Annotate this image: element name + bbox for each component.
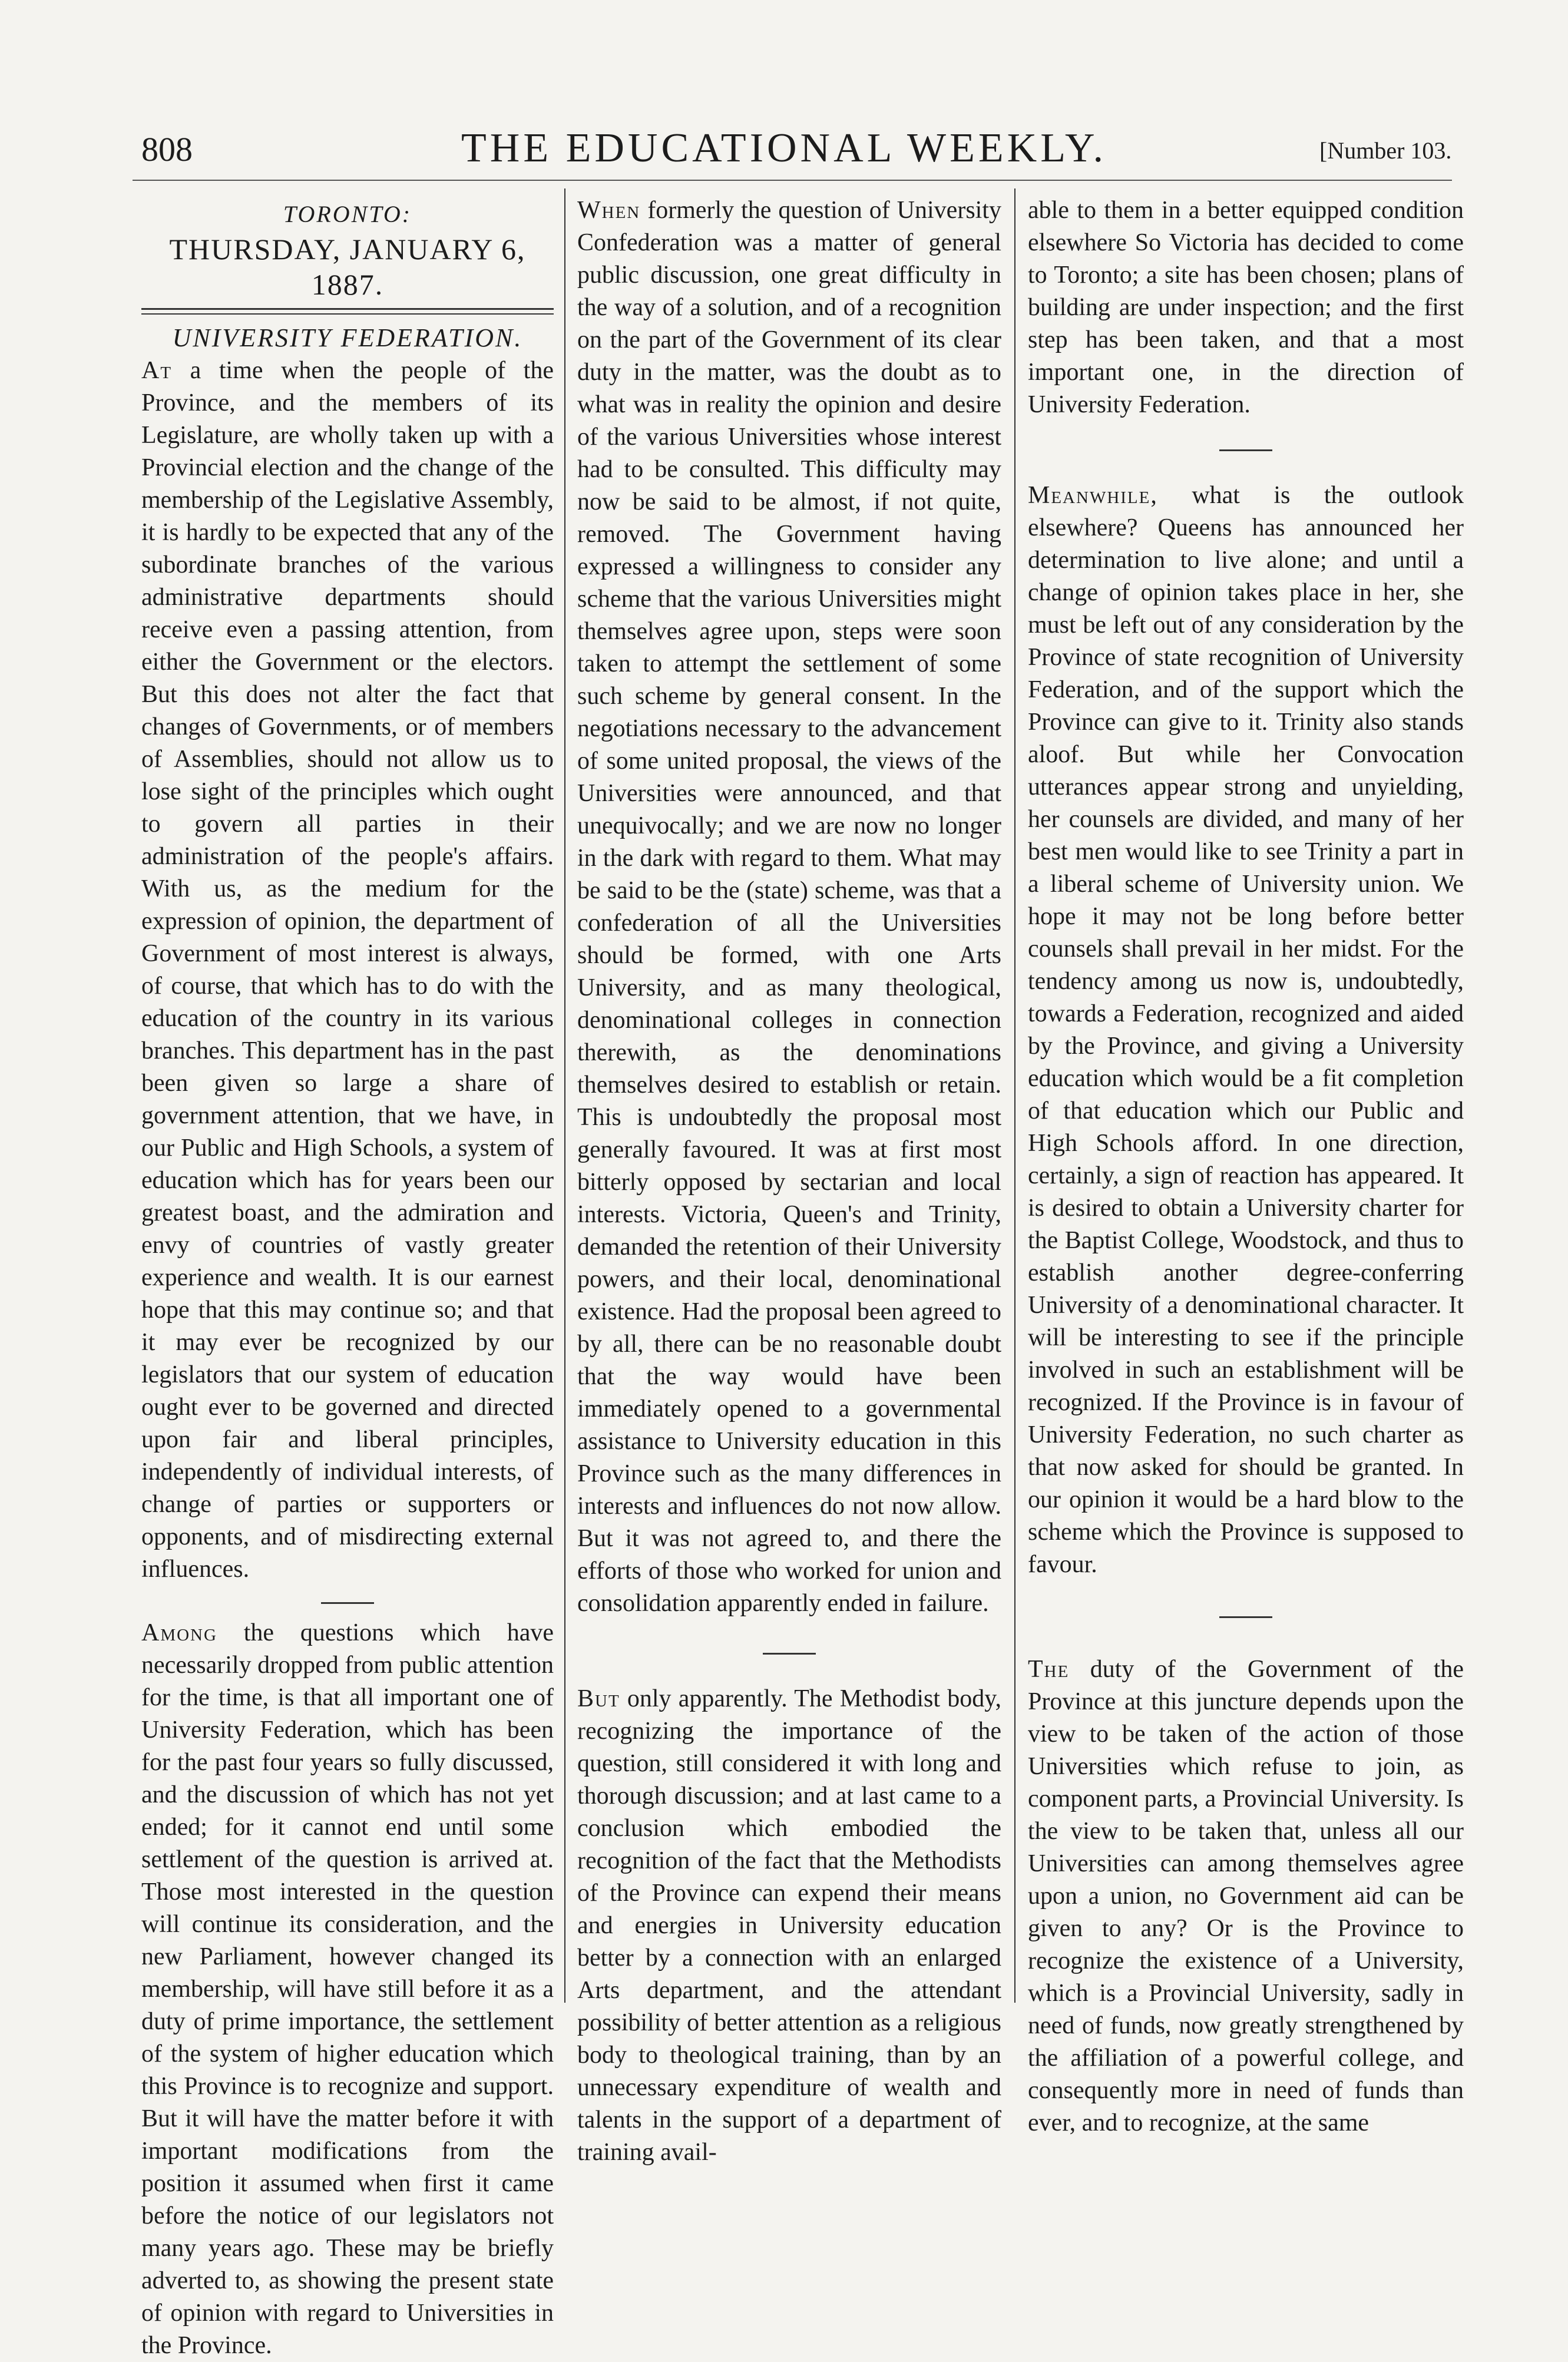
section-separator bbox=[1219, 1616, 1272, 1618]
paragraph-lead: But bbox=[577, 1685, 620, 1712]
paragraph-1 bbox=[141, 355, 554, 1586]
paragraph-text: able to them in a better equipped condition elsewhere So Victoria has decided to come to Toronto; a site has been chosen; plans of building are under inspection; and the first step has been taken, and that a most important one, in the direction of University Federation. bbox=[1028, 197, 1464, 418]
paragraph-2 bbox=[141, 1617, 554, 2362]
column-rule-right bbox=[1014, 188, 1015, 2003]
paragraph-lead: At bbox=[141, 357, 173, 384]
dateline-city: TORONTO: bbox=[283, 201, 412, 227]
running-title: THE EDUCATIONAL WEEKLY. bbox=[461, 125, 1107, 171]
paragraph-text: duty of the Government of the Province at this juncture depends upon the view to be taken of the action of those Universities which refuse to join, as component parts, a Provincial University. Is the view to be taken that, unless all our Universities can among themselves agree upon a union, no Government aid can be given to any? Or is the Province to recognize the existence of a University, which is a Provincial University, sadly in need of funds, now greatly strengthened by the affiliation of a powerful college, and consequently more in need of funds than ever, and to recognize, at the same bbox=[1028, 1656, 1464, 2136]
paragraph-lead: The bbox=[1028, 1656, 1070, 1683]
title-double-rule bbox=[141, 308, 554, 315]
column-rule-left bbox=[564, 188, 565, 2003]
section-separator bbox=[321, 1602, 374, 1604]
header-rule bbox=[133, 180, 1452, 181]
paragraph-4-start bbox=[577, 1683, 1001, 2169]
column-3 bbox=[1028, 194, 1464, 2139]
paragraph-6 bbox=[1028, 1653, 1464, 2139]
page-number: 808 bbox=[141, 130, 193, 168]
column-2 bbox=[577, 194, 1001, 2169]
issue-number: [Number 103. bbox=[1319, 137, 1452, 164]
article-title: UNIVERSITY FEDERATION. bbox=[172, 323, 523, 352]
section-separator bbox=[1219, 449, 1272, 451]
dateline-date: THURSDAY, JANUARY 6, 1887. bbox=[169, 233, 526, 301]
paragraph-lead: When bbox=[577, 197, 641, 224]
paragraph-3 bbox=[577, 194, 1001, 1620]
paragraph-text: only apparently. The Methodist body, recognizing the importance of the question, still considered it with long and thorough discussion; and at last came to a conclusion which embodied the recognition of the fact that the Methodists of the Province can expend their means and energies in University education better by a connection with an enlarged Arts department, and the attendant possibility of better attention as a religious body to theological training, than by an unnecessary expenditure of wealth and talents in the support of a department of training avail- bbox=[577, 1685, 1001, 2166]
paragraph-text: what is the outlook elsewhere? Queens has announced her determination to live alone; and until a change of opinion takes place in her, she must be left out of any consideration by the Province of state recognition of University Federation, and of the support which the Province can give to it. Trinity also stands aloof. But while her Convocation utterances appear strong and unyielding, her counsels are divided, and many of her best men would like to see Trinity a part in a liberal scheme of University union. We hope it may not be long before better counsels shall prevail in her midst. For the tendency among us now is, undoubtedly, towards a Federation, recognized and aided by the Province, and giving a University education which would be a fit completion of that education which our Public and High Schools afford. In one direction, certainly, a sign of reaction has appeared. It is desired to obtain a University charter for the Baptist College, Woodstock, and thus to establish another degree-conferring University of a denominational character. It will be interesting to see if the principle involved in such an establishment will be recognized. If the Province is in favour of University Federation, no such charter as that now asked for should be granted. In our opinion it would be a hard blow to the scheme which the Province is supposed to favour. bbox=[1028, 482, 1464, 1578]
paragraph-lead: Among bbox=[141, 1619, 217, 1646]
paragraph-5 bbox=[1028, 479, 1464, 1581]
paragraph-4-continued bbox=[1028, 194, 1464, 421]
column-1 bbox=[141, 194, 554, 2362]
paragraph-lead: Meanwhile, bbox=[1028, 482, 1158, 509]
paragraph-text: formerly the question of University Confederation was a matter of general public discussion, one great difficulty in the way of a solution, and of a recognition on the part of the Government of its clear duty in the matter, was the doubt as to what was in reality the opinion and desire of the various Universities whose interest had to be consulted. This difficulty may now be said to be almost, if not quite, removed. The Government having expressed a willingness to consider any scheme that the various Universities might themselves agree upon, steps were soon taken to attempt the settlement of some such scheme by general consent. In the negotiations necessary to the advancement of some united proposal, the views of the Universities were announced, and that unequivocally; and we are now no longer in the dark with regard to them. What may be said to be the (state) scheme, was that a confederation of all the Universities should be formed, with one Arts University, and as many theological, denominational colleges in connection therewith, as the denominations themselves desired to establish or retain. This is undoubtedly the proposal most generally favoured. It was at first most bitterly opposed by sectarian and local interests. Victoria, Queen's and Trinity, demanded the retention of their University powers, and their local, denominational existence. Had the proposal been agreed to by all, there can be no reasonable doubt that the way would have been immediately opened to a governmental assistance to University education in this Province such as the many differences in interests and influences do not now allow. But it was not agreed to, and there the efforts of those who worked for union and consolidation apparently ended in failure. bbox=[577, 197, 1001, 1617]
section-separator bbox=[763, 1653, 816, 1655]
paragraph-text: the questions which have necessarily dropped from public attention for the time, is that all important one of University Federation, which has been for the past four years so fully discussed, and the discussion of which has not yet ended; for it cannot end until some settlement of the question is arrived at. Those most interested in the question will continue its consideration, and the new Parliament, however changed its membership, will have still before it as a duty of prime importance, the settlement of the system of higher education which this Province is to recognize and support. But it will have the matter before it with important modifications from the position it assumed when first it came before the notice of our legislators not many years ago. These may be briefly adverted to, as showing the present state of opinion with regard to Universities in the Province. bbox=[141, 1619, 554, 2359]
paragraph-text: a time when the people of the Province, and the members of its Legislature, are wholly taken up with a Provincial election and the change of the membership of the Legislative Assembly, it is hardly to be expected that any of the subordinate branches of the various administrative departments should receive even a passing attention, from either the Government or the electors. But this does not alter the fact that changes of Governments, or of members of Assemblies, should not allow us to lose sight of the principles which ought to govern all parties in their administration of the people's affairs. With us, as the medium for the expression of opinion, the department of Government of most interest is always, of course, that which has to do with the education of the country in its various branches. This department has in the past been given so large a share of government attention, that we have, in our Public and High Schools, a system of education which has for years been our greatest boast, and the admiration and envy of countries of vastly greater experience and wealth. It is our earnest hope that this may continue so; and that it may ever be recognized by our legislators that our system of education ought ever to be governed and directed upon fair and liberal principles, independently of individual interests, of change of parties or supporters or opponents, and of misdirecting external influences. bbox=[141, 357, 554, 1583]
